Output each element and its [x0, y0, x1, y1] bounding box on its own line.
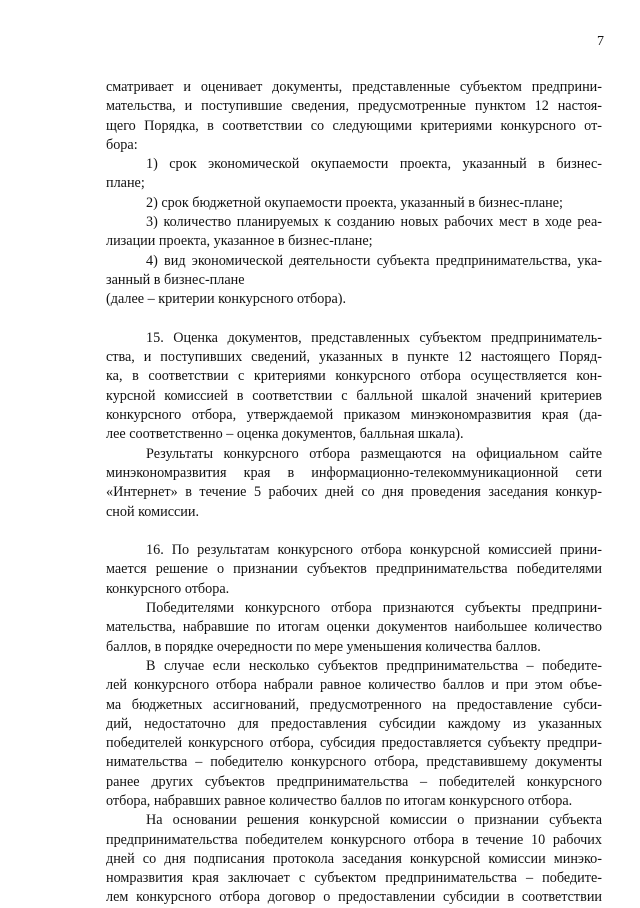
text-line: 2) срок бюджетной окупаемости проекта, указанный в бизнес-плане;	[146, 194, 563, 211]
text-line: Победителями конкурсного отбора признаются субъекты предприни-	[146, 600, 602, 617]
text-line: номразвития края заключает с субъектом предпринимательства – победите-	[106, 870, 602, 887]
text-line: 4) вид экономической деятельности субъекта предпринимательства, ука-	[146, 252, 602, 269]
text-line: курсной комиссией в соответствии с балльной шкалой значений критериев	[106, 387, 602, 404]
paragraph	[106, 599, 602, 657]
text-line: баллов, в порядке очередности по мере уменьшения количества баллов.	[106, 638, 541, 655]
paragraph	[106, 213, 602, 252]
text-line: лее соответственно – оценка документов, балльная шкала).	[106, 426, 464, 443]
paragraph-spacer	[106, 310, 602, 329]
text-line: На основании решения конкурсной комиссии о признании субъекта	[146, 812, 602, 829]
text-line: бора:	[106, 136, 138, 153]
text-line: «Интернет» в течение 5 рабочих дней со дня проведения заседания конкур-	[106, 484, 602, 501]
text-line: мается решение о признании субъектов предпринимательства победителями	[106, 561, 602, 578]
text-line: щего Порядка, в соответствии со следующими критериями конкурсного от-	[106, 117, 602, 134]
text-line: 15. Оценка документов, представленных субъектом предприниматель-	[146, 329, 602, 346]
text-line: мательства, и поступившие сведения, предусмотренные пунктом 12 настоя-	[106, 98, 602, 115]
paragraph	[106, 657, 602, 811]
paragraph	[106, 78, 602, 155]
text-line: ранее других субъектов предпринимательства – победителей конкурсного	[106, 773, 602, 790]
text-line: отбора, набравших равное количество баллов по итогам конкурсного отбора.	[106, 792, 573, 809]
text-line: лизации проекта, указанное в бизнес-плане;	[106, 233, 373, 250]
text-line: лем конкурсного отбора договор о предоставлении субсидии в соответствии	[106, 889, 602, 906]
paragraph	[106, 811, 602, 907]
text-line: 16. По результатам конкурсного отбора конкурсной комиссией прини-	[146, 542, 602, 559]
paragraph-spacer	[106, 522, 602, 541]
text-line: 3) количество планируемых к созданию новых рабочих мест в ходе реа-	[146, 214, 602, 231]
text-line: В случае если несколько субъектов предпринимательства – победите-	[146, 657, 602, 674]
paragraph	[106, 541, 602, 599]
text-line: 1) срок экономической окупаемости проекта, указанный в бизнес-	[146, 156, 602, 173]
text-line: плане;	[106, 175, 145, 192]
text-line: сной комиссии.	[106, 503, 200, 520]
text-line: предпринимательства победителем конкурсного отбора в течение 10 рабочих	[106, 831, 602, 848]
text-line: минэкономразвития края в информационно-телекоммуникационной сети	[106, 464, 602, 481]
text-line: (далее – критерии конкурсного отбора).	[106, 291, 347, 308]
text-line: ства, и поступивших сведений, указанных в пункте 12 настоящего Поряд-	[106, 349, 602, 366]
text-line: лей конкурсного отбора набрали равное количество баллов и при этом объе-	[106, 677, 602, 694]
paragraph	[106, 194, 602, 213]
text-line: дней со дня подписания протокола заседания конкурсной комиссии минэко-	[106, 850, 602, 867]
paragraph	[106, 252, 602, 291]
text-line: ка, в соответствии с критериями конкурсного отбора осуществляется кон-	[106, 368, 602, 385]
text-line: ма бюджетных ассигнований, предусмотренного на предоставление субси-	[106, 696, 602, 713]
text-line: конкурсного отбора.	[106, 580, 230, 597]
paragraph	[106, 155, 602, 194]
text-line: победителей конкурсного отбора, субсидия предоставляется субъекту предпри-	[106, 735, 602, 752]
text-line: мательства, набравшие по итогам оценки документов наибольшее количество	[106, 619, 602, 636]
paragraph	[106, 290, 602, 309]
paragraph	[106, 445, 602, 522]
text-line: нимательства – победителю конкурсного отбора, представившему документы	[106, 754, 602, 771]
text-line: Результаты конкурсного отбора размещаются на официальном сайте	[146, 445, 602, 462]
document-body	[106, 78, 602, 908]
text-line: конкурсного отбора, утверждаемой приказом минэкономразвития края (да-	[106, 407, 602, 424]
text-line: дий, недостаточно для предоставления субсидии каждому из указанных	[106, 715, 602, 732]
text-line: сматривает и оценивает документы, представленные субъектом предприни-	[106, 79, 602, 95]
paragraph	[106, 329, 602, 445]
page-number: 7	[597, 34, 604, 49]
text-line: занный в бизнес-плане	[106, 271, 245, 288]
